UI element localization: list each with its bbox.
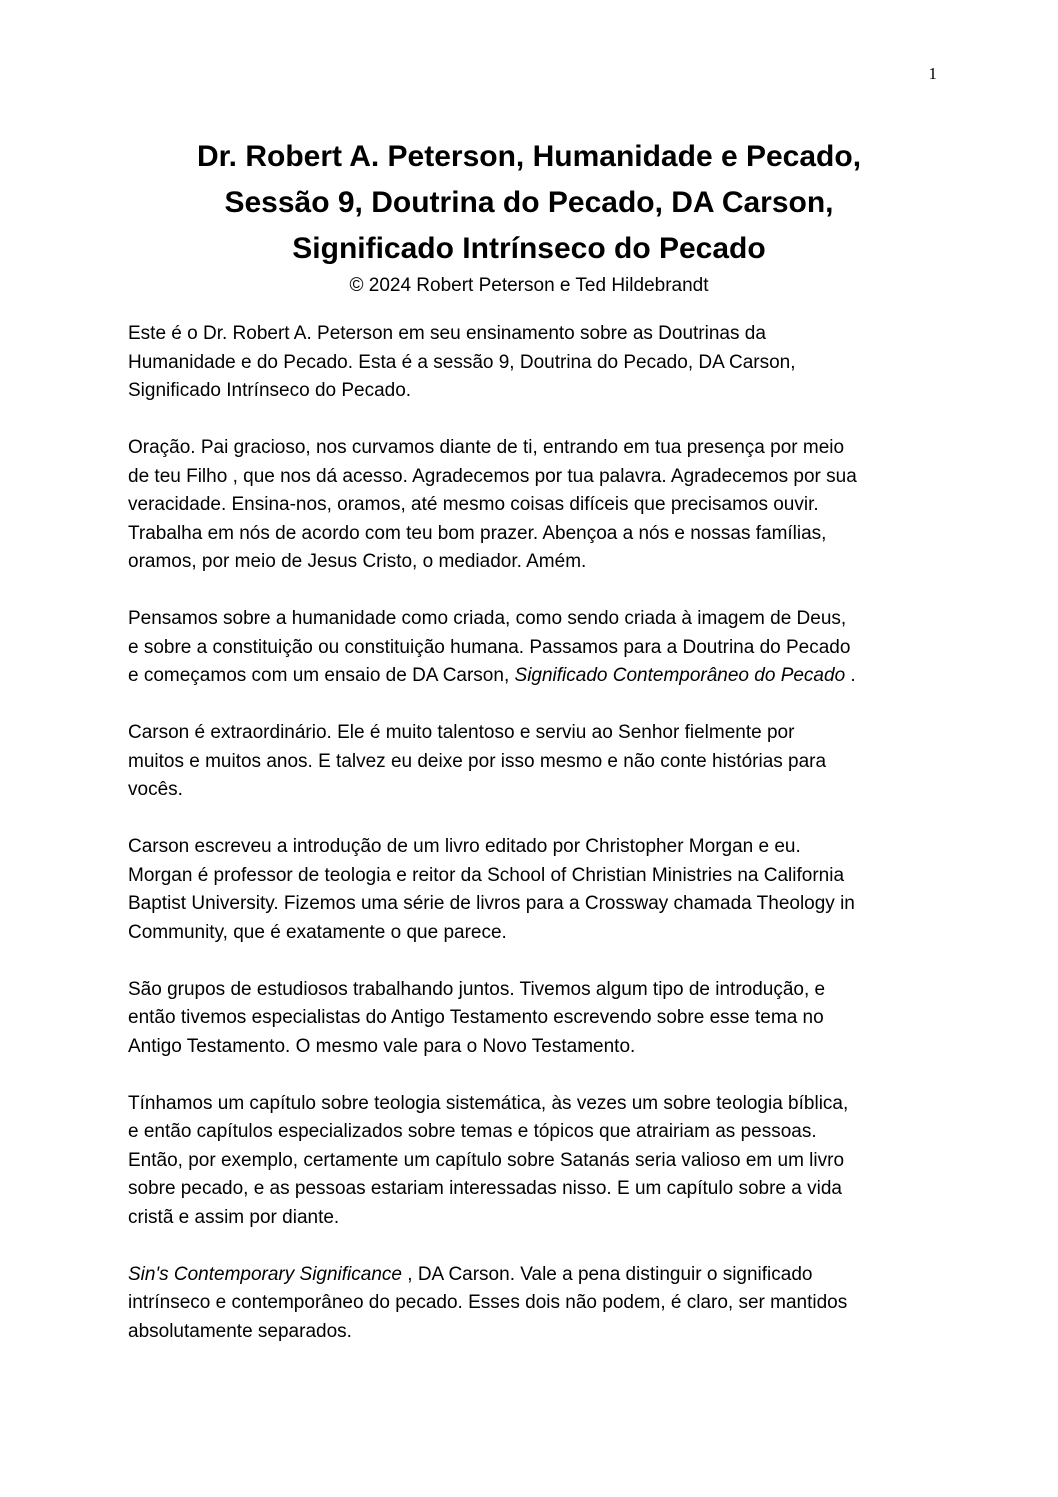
text-line: Community, que é exatamente o que parece.: [128, 921, 507, 943]
text-line: intrínseco e contemporâneo do pecado. Esses dois não podem, é claro, ser mantidos: [128, 1292, 848, 1313]
text-line: veracidade. Ensina-nos, oramos, até mesmo coisas difíceis que precisamos ouvir.: [128, 494, 819, 515]
text-line: Carson é extraordinário. Ele é muito talentoso e serviu ao Senhor fielmente por: [128, 722, 795, 743]
text-line: e então capítulos especializados sobre temas e tópicos que atrairiam as pessoas.: [128, 1121, 817, 1142]
book-title-italic: Sin's Contemporary Significance: [128, 1263, 402, 1285]
text-line: Humanidade e do Pecado. Esta é a sessão 9, Doutrina do Pecado, DA Carson,: [128, 351, 796, 373]
title-line-2: Sessão 9, Doutrina do Pecado, DA Carson,: [224, 186, 834, 219]
paragraph-intro: [128, 320, 943, 406]
text-line: São grupos de estudiosos trabalhando juntos. Tivemos algum tipo de introdução, e: [128, 978, 826, 1000]
paragraph-carson: [128, 719, 943, 805]
text-line: Tínhamos um capítulo sobre teologia sistemática, às vezes um sobre teologia bíblica,: [128, 1092, 849, 1114]
text-line: Significado Intrínseco do Pecado.: [128, 380, 412, 401]
text-line: absolutamente separados.: [128, 1320, 352, 1342]
copyright-notice: © 2024 Robert Peterson e Ted Hildebrandt: [349, 275, 709, 296]
text-line: Este é o Dr. Robert A. Peterson em seu ensinamento sobre as Doutrinas da: [128, 323, 766, 344]
title-line-3: Significado Intrínseco do Pecado: [292, 232, 766, 265]
text-line: Antigo Testamento. O mesmo vale para o Novo Testamento.: [128, 1035, 636, 1057]
text-line: Trabalha em nós de acordo com teu bom prazer. Abençoa a nós e nossas famílias,: [128, 522, 827, 544]
document-header: [128, 134, 930, 300]
text-line: então tivemos especialistas do Antigo Testamento escrevendo sobre esse tema no: [128, 1007, 824, 1028]
document-body: [128, 320, 943, 1375]
paragraph-significance: [128, 1261, 943, 1347]
paragraph-prayer: [128, 434, 943, 577]
text-line: oramos, por meio de Jesus Cristo, o mediador. Amém.: [128, 551, 587, 572]
paragraph-humanity: [128, 605, 943, 691]
page-number: 1: [928, 64, 937, 83]
text-line: Pensamos sobre a humanidade como criada, como sendo criada à imagem de Deus,: [128, 608, 847, 629]
text-line: e sobre a constituição ou constituição humana. Passamos para a Doutrina do Pecado: [128, 636, 851, 658]
text-line: Morgan é professor de teologia e reitor da School of Christian Ministries na California: [128, 864, 845, 886]
text-line: Oração. Pai gracioso, nos curvamos diante de ti, entrando em tua presença por meio: [128, 437, 845, 458]
text-line-with-title: [128, 1261, 943, 1290]
title-line-1: Dr. Robert A. Peterson, Humanidade e Pecado,: [196, 140, 862, 173]
paragraph-chapters: [128, 1090, 943, 1233]
text-line: muitos e muitos anos. E talvez eu deixe por isso mesmo e não conte histórias para: [128, 750, 827, 772]
text-run: e começamos com um ensaio de DA Carson,: [128, 665, 515, 686]
document-title: [128, 134, 930, 272]
text-line-with-title: [128, 662, 943, 691]
text-line: sobre pecado, e as pessoas estariam interessadas nisso. E um capítulo sobre a vida: [128, 1178, 842, 1199]
paragraph-book: [128, 833, 943, 947]
text-run: .: [845, 665, 856, 686]
text-line: vocês.: [128, 779, 183, 800]
text-line: Carson escreveu a introdução de um livro editado por Christopher Morgan e eu.: [128, 836, 801, 857]
text-line: cristã e assim por diante.: [128, 1206, 340, 1228]
text-run: , DA Carson. Vale a pena distinguir o significado: [401, 1263, 813, 1285]
text-line: de teu Filho , que nos dá acesso. Agradecemos por tua palavra. Agradecemos por sua: [128, 465, 857, 487]
paragraph-scholars: [128, 976, 943, 1062]
text-line: Então, por exemplo, certamente um capítulo sobre Satanás seria valioso em um livro: [128, 1149, 845, 1171]
book-title-italic: Significado Contemporâneo do Pecado: [514, 665, 846, 686]
text-line: Baptist University. Fizemos uma série de livros para a Crossway chamada Theology in: [128, 893, 855, 914]
